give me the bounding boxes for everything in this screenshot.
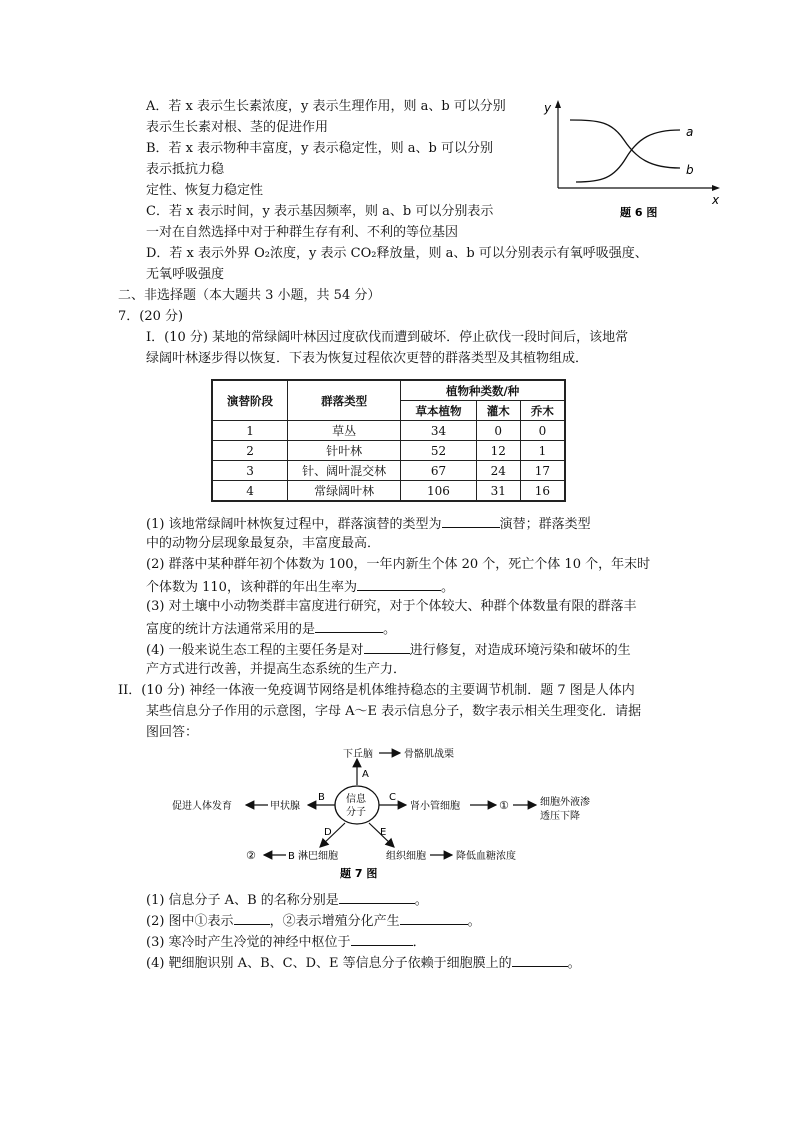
option-d-line1: D．若 x 表示外界 O₂浓度，y 表示 CO₂释放量，则 a、b 可以分别表示有氧呼吸强度、	[146, 246, 648, 261]
answer-blank-5[interactable]	[339, 889, 415, 904]
cell-tree: 1	[520, 441, 565, 461]
figure-7-diagram	[160, 745, 620, 881]
subq-ii-1	[146, 889, 428, 911]
subq-ii-1-end: 。	[414, 893, 428, 908]
y-axis-label: y	[544, 101, 552, 115]
cell-herb: 67	[401, 461, 476, 481]
option-b-line3: 定性、恢复力稳定性	[146, 183, 264, 198]
option-b-line1: B．若 x 表示物种丰富度，y 表示稳定性，则 a、b 可以分别	[146, 141, 493, 156]
cell-type: 针叶林	[288, 441, 401, 461]
answer-blank-3[interactable]	[315, 618, 383, 633]
answer-blank-7[interactable]	[400, 910, 468, 925]
label-c: C	[389, 792, 396, 803]
subq-2-line2	[146, 576, 454, 598]
curve-a-label: a	[686, 125, 694, 139]
subq-4-line1	[146, 639, 631, 661]
subq-2-text-c: 。	[440, 580, 454, 595]
section-2-heading: 二、非选择题（本大题共 3 小题，共 54 分）	[118, 288, 381, 303]
label-b: B	[318, 792, 325, 803]
answer-blank-1[interactable]	[442, 513, 500, 528]
subq-ii-4-text: (4) 靶细胞识别 A、B、C、D、E 等信息分子依赖于细胞膜上的	[146, 956, 512, 971]
figure-7-caption: 题 7 图	[340, 867, 378, 880]
table-row	[212, 441, 565, 461]
subq-2-text-b: 个体数为 110，该种群的年出生率为	[146, 580, 357, 595]
subq-4-text-b: 进行修复，对造成环境污染和破坏的生	[409, 643, 631, 658]
header-community-type: 群落类型	[288, 380, 401, 421]
subq-4-line2: 产方式进行改善，并提高生态系统的生产力．	[146, 662, 407, 677]
label-e: E	[380, 827, 387, 838]
part-1-intro-line2: 绿阔叶林逐步得以恢复．下表为恢复过程依次更替的群落类型及其植物组成．	[146, 351, 589, 366]
header-tree: 乔木	[520, 401, 565, 421]
header-species-count: 植物种类数/种	[401, 380, 565, 401]
header-shrub: 灌木	[476, 401, 520, 421]
subq-2-line1: (2) 群落中某种群年初个体数为 100，一年内新生个体 20 个，死亡个体 10 个，年末时	[146, 557, 651, 572]
label-d: D	[324, 827, 332, 838]
cell-shrub: 12	[476, 441, 520, 461]
option-a-line2: 表示生长素对根、茎的促进作用	[146, 120, 329, 135]
part-2-intro-line3: 图回答：	[146, 725, 199, 740]
cell-type: 常绿阔叶林	[288, 481, 401, 502]
subq-4-text-a: (4) 一般来说生态工程的主要任务是对	[146, 643, 364, 658]
cell-type: 草丛	[288, 421, 401, 441]
succession-table	[211, 379, 566, 502]
table-row	[212, 461, 565, 481]
answer-blank-8[interactable]	[351, 931, 413, 946]
option-b-line2: 表示抵抗力稳	[146, 162, 225, 177]
subq-ii-3-text: (3) 寒冷时产生冷觉的神经中枢位于	[146, 935, 351, 950]
subq-ii-3	[146, 931, 426, 953]
cell-stage: 1	[212, 421, 288, 441]
subq-ii-3-end: ．	[412, 935, 426, 950]
answer-blank-2[interactable]	[357, 576, 441, 591]
label-a: A	[362, 769, 369, 780]
osmotic-result-1: 细胞外液渗	[540, 797, 590, 808]
tissue-cell-node: 组织细胞	[386, 851, 426, 862]
cell-tree: 16	[520, 481, 565, 502]
cell-tree: 17	[520, 461, 565, 481]
cell-type: 针、阔叶混交林	[288, 461, 401, 481]
header-stage: 演替阶段	[212, 380, 288, 421]
answer-blank-4[interactable]	[364, 639, 410, 654]
cell-herb: 52	[401, 441, 476, 461]
part-2-intro-line2: 某些信息分子作用的示意图，字母 A～E 表示信息分子，数字表示相关生理变化．请据	[146, 704, 642, 719]
header-herb: 草本植物	[401, 401, 476, 421]
cell-herb: 106	[401, 481, 476, 502]
mark-1: ①	[499, 799, 509, 812]
table-row	[212, 481, 565, 502]
hypothalamus-node: 下丘脑	[343, 749, 373, 760]
part-2-intro-line1: II．(10 分) 神经一体液一免疫调节网络是机体维持稳态的主要调节机制．题 7 图是人体内	[118, 683, 635, 698]
subq-3-line1: (3) 对土壤中小动物类群丰富度进行研究，对于个体较大、种群个体数量有限的群落丰	[146, 599, 637, 614]
question-7-number: 7．(20 分)	[118, 309, 184, 324]
curve-a-line	[576, 130, 680, 182]
answer-blank-6[interactable]	[234, 910, 270, 925]
blood-glucose-result: 降低血糖浓度	[456, 851, 516, 862]
shivering-result: 骨骼肌战栗	[404, 749, 454, 760]
development-result: 促进人体发育	[172, 801, 232, 812]
center-label-2: 分子	[346, 807, 366, 818]
subq-ii-2-text-b: ，②表示增殖分化产生	[269, 914, 400, 929]
subq-ii-4	[146, 952, 581, 974]
mark-2: ②	[246, 849, 256, 862]
table-row	[212, 421, 565, 441]
subq-3-text-b: 富度的统计方法通常采用的是	[146, 622, 316, 637]
subq-3-text-c: 。	[383, 622, 397, 637]
subq-ii-1-text: (1) 信息分子 A、B 的名称分别是	[146, 893, 339, 908]
cell-shrub: 31	[476, 481, 520, 502]
subq-1-line2: 中的动物分层现象最复杂，丰富度最高．	[146, 536, 381, 551]
curve-b-label: b	[686, 163, 694, 177]
cell-shrub: 0	[476, 421, 520, 441]
figure-6-caption: 题 6 图	[620, 206, 658, 219]
subq-1-text-b: 演替；群落类型	[499, 517, 591, 532]
signal-molecule-node	[335, 786, 379, 824]
subq-ii-2-end: 。	[467, 914, 481, 929]
option-d-line2: 无氧呼吸强度	[146, 267, 225, 282]
x-axis-label: x	[712, 193, 720, 207]
b-lymphocyte-node: B 淋巴细胞	[288, 851, 339, 862]
subq-ii-4-end: 。	[567, 956, 581, 971]
subq-ii-2	[146, 910, 481, 932]
renal-tubule-node: 肾小管细胞	[410, 801, 460, 812]
thyroid-node: 甲状腺	[270, 801, 300, 812]
cell-stage: 3	[212, 461, 288, 481]
cell-herb: 34	[401, 421, 476, 441]
subq-1-line1	[146, 513, 591, 535]
center-label-1: 信息	[346, 794, 366, 805]
cell-stage: 4	[212, 481, 288, 502]
subq-3-line2	[146, 618, 396, 640]
option-c-line2: 一对在自然选择中对于种群生存有利、不利的等位基因	[146, 225, 459, 240]
answer-blank-9[interactable]	[512, 952, 568, 967]
option-a-line1: A．若 x 表示生长素浓度，y 表示生理作用，则 a、b 可以分别	[146, 99, 506, 114]
subq-1-text-a: (1) 该地常绿阔叶林恢复过程中，群落演替的类型为	[146, 517, 442, 532]
cell-stage: 2	[212, 441, 288, 461]
option-c-line1: C．若 x 表示时间，y 表示基因频率，则 a、b 可以分别表示	[146, 204, 494, 219]
figure-6-graph	[540, 96, 730, 222]
osmotic-result-2: 透压下降	[540, 811, 580, 822]
cell-tree: 0	[520, 421, 565, 441]
subq-ii-2-text-a: (2) 图中①表示	[146, 914, 234, 929]
cell-shrub: 24	[476, 461, 520, 481]
part-1-intro-line1: I．(10 分) 某地的常绿阔叶林因过度砍伐而遭到破坏．停止砍伐一段时间后，该地常	[146, 330, 629, 345]
